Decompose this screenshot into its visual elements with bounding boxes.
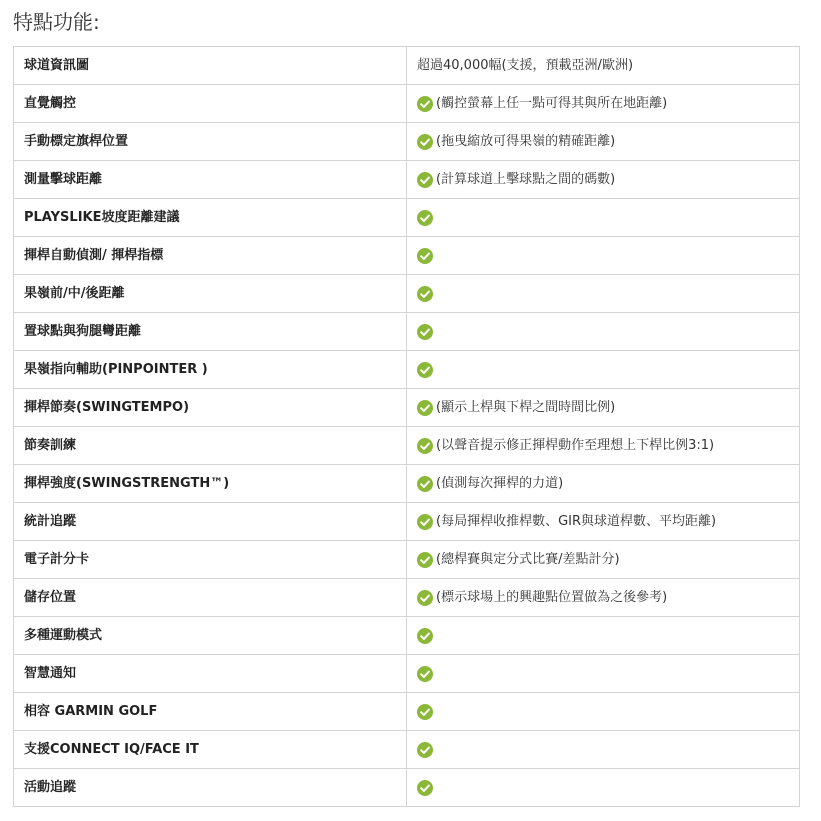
table-row [14, 313, 800, 351]
feature-value [417, 628, 789, 644]
feature-value-cell [407, 617, 800, 655]
feature-value [417, 400, 789, 416]
feature-value-cell [407, 769, 800, 807]
check-circle-icon [417, 96, 433, 112]
check-circle-icon [417, 438, 433, 454]
feature-detail-text: (顯示上桿與下桿之間時間比例) [436, 399, 616, 415]
feature-value-cell [407, 693, 800, 731]
table-row [14, 351, 800, 389]
feature-name-cell: 果嶺前/中/後距離 [14, 275, 407, 313]
check-circle-icon [417, 362, 433, 378]
feature-name-cell: 多種運動模式 [14, 617, 407, 655]
feature-name-cell: 電子計分卡 [14, 541, 407, 579]
feature-value-cell [407, 731, 800, 769]
feature-name-cell: 相容 GARMIN GOLF [14, 693, 407, 731]
check-circle-icon [417, 552, 433, 568]
feature-detail-text: (每局揮桿收推桿數、GIR與球道桿數、平均距離) [436, 513, 717, 529]
feature-value [417, 514, 789, 530]
check-circle-icon [417, 628, 433, 644]
feature-name-cell: 揮桿節奏(SWINGTEMPO) [14, 389, 407, 427]
features-table [13, 46, 800, 807]
table-row [14, 161, 800, 199]
feature-value-cell [407, 427, 800, 465]
feature-name-cell: 測量擊球距離 [14, 161, 407, 199]
feature-value-cell [407, 47, 800, 85]
feature-value-cell [407, 351, 800, 389]
table-row [14, 47, 800, 85]
check-circle-icon [417, 286, 433, 302]
table-row [14, 655, 800, 693]
feature-value [417, 58, 789, 74]
feature-value [417, 476, 789, 492]
check-circle-icon [417, 704, 433, 720]
table-row [14, 85, 800, 123]
feature-value-cell [407, 313, 800, 351]
table-row [14, 275, 800, 313]
feature-detail-text: (偵測每次揮桿的力道) [436, 475, 564, 491]
check-circle-icon [417, 210, 433, 226]
table-row [14, 731, 800, 769]
feature-value [417, 210, 789, 226]
check-circle-icon [417, 514, 433, 530]
feature-value-cell [407, 237, 800, 275]
feature-value [417, 134, 789, 150]
feature-name-cell: 果嶺指向輔助(PINPOINTER ) [14, 351, 407, 389]
feature-value-cell [407, 465, 800, 503]
table-row [14, 579, 800, 617]
feature-value [417, 324, 789, 340]
table-row [14, 389, 800, 427]
feature-value [417, 552, 789, 568]
feature-detail-text: (以聲音提示修正揮桿動作至理想上下桿比例3:1) [436, 437, 715, 453]
feature-name-cell: 手動標定旗桿位置 [14, 123, 407, 161]
feature-detail-text: (計算球道上擊球點之間的碼數) [436, 171, 616, 187]
check-circle-icon [417, 134, 433, 150]
feature-name-cell: 揮桿強度(SWINGSTRENGTH™) [14, 465, 407, 503]
feature-name-cell: 球道資訊圖 [14, 47, 407, 85]
feature-value-cell [407, 503, 800, 541]
check-circle-icon [417, 780, 433, 796]
feature-detail-text: 超過40,000幅(支援，預載亞洲/歐洲) [417, 57, 634, 73]
feature-value [417, 248, 789, 264]
check-circle-icon [417, 590, 433, 606]
table-row [14, 465, 800, 503]
feature-name-cell: 智慧通知 [14, 655, 407, 693]
feature-value-cell [407, 123, 800, 161]
feature-name-cell: 儲存位置 [14, 579, 407, 617]
table-row [14, 617, 800, 655]
feature-detail-text: (總桿賽與定分式比賽/差點計分) [436, 551, 620, 567]
feature-name-cell: 統計追蹤 [14, 503, 407, 541]
check-circle-icon [417, 476, 433, 492]
table-row [14, 693, 800, 731]
feature-name-cell: 直覺觸控 [14, 85, 407, 123]
feature-value-cell [407, 579, 800, 617]
feature-value [417, 362, 789, 378]
table-row [14, 199, 800, 237]
feature-value [417, 742, 789, 758]
feature-name-cell: 節奏訓練 [14, 427, 407, 465]
feature-value [417, 780, 789, 796]
feature-value [417, 96, 789, 112]
features-table-body [14, 47, 800, 807]
feature-value [417, 286, 789, 302]
feature-value-cell [407, 161, 800, 199]
check-circle-icon [417, 172, 433, 188]
feature-value-cell [407, 389, 800, 427]
feature-value-cell [407, 199, 800, 237]
table-row [14, 123, 800, 161]
feature-detail-text: (觸控螢幕上任一點可得其與所在地距離) [436, 95, 668, 111]
feature-detail-text: (拖曳縮放可得果嶺的精確距離) [436, 133, 616, 149]
feature-value-cell [407, 541, 800, 579]
feature-name-cell: PLAYSLIKE坡度距離建議 [14, 199, 407, 237]
table-row [14, 503, 800, 541]
section-heading: 特點功能: [13, 10, 100, 34]
feature-value-cell [407, 655, 800, 693]
table-row [14, 769, 800, 807]
feature-name-cell: 活動追蹤 [14, 769, 407, 807]
check-circle-icon [417, 248, 433, 264]
feature-value-cell [407, 275, 800, 313]
feature-value [417, 666, 789, 682]
feature-value [417, 172, 789, 188]
feature-value [417, 438, 789, 454]
feature-detail-text: (標示球場上的興趣點位置做為之後參考) [436, 589, 668, 605]
feature-name-cell: 置球點與狗腿彎距離 [14, 313, 407, 351]
feature-name-cell: 揮桿自動偵測/ 揮桿指標 [14, 237, 407, 275]
table-row [14, 541, 800, 579]
feature-value [417, 590, 789, 606]
table-row [14, 427, 800, 465]
check-circle-icon [417, 324, 433, 340]
feature-value-cell [407, 85, 800, 123]
table-row [14, 237, 800, 275]
check-circle-icon [417, 400, 433, 416]
feature-value [417, 704, 789, 720]
check-circle-icon [417, 742, 433, 758]
feature-name-cell: 支援CONNECT IQ/FACE IT [14, 731, 407, 769]
check-circle-icon [417, 666, 433, 682]
